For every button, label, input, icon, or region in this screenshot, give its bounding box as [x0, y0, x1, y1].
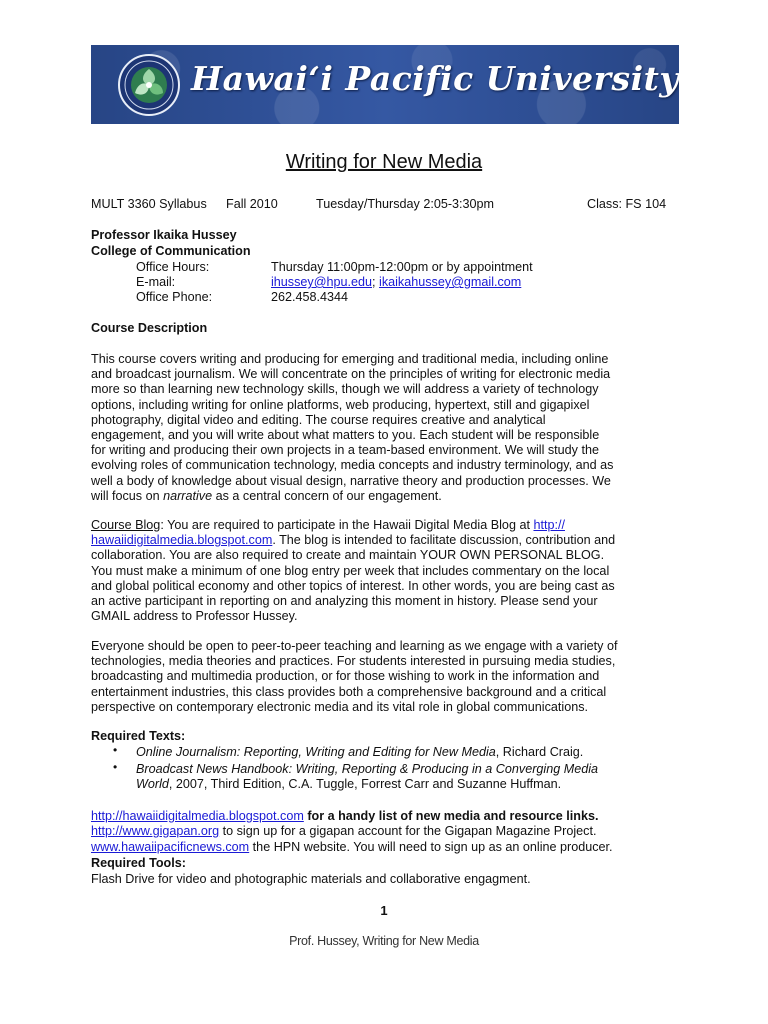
- required-text-item: Online Journalism: Reporting, Writing and Editing for New Media, Richard Craig.: [136, 745, 584, 759]
- paragraph-line: an active participant in reporting on and analyzing this moment in history. Please send your: [91, 594, 598, 609]
- university-name: Hawai‘i Pacific University: [191, 59, 679, 98]
- professor-name: Professor Ikaika Hussey: [91, 228, 237, 242]
- paragraph-line: Course Blog: You are required to participate in the Hawaii Digital Media Blog at http://: [91, 518, 565, 532]
- bullet-icon: •: [113, 743, 118, 757]
- page-footer: Prof. Hussey, Writing for New Media: [289, 934, 479, 948]
- university-banner: [91, 45, 679, 124]
- phone-label: Office Phone:: [136, 290, 213, 304]
- blog-link-part2[interactable]: hawaiidigitalmedia.blogspot.com: [91, 533, 273, 548]
- course-blog-label: Course Blog: [91, 518, 161, 532]
- course-code: MULT 3360 Syllabus: [91, 197, 207, 211]
- paragraph-line: broadcasting and multimedia production, or for those wishing to work in the information and: [91, 669, 600, 684]
- paragraph-line: options, including writing for online platforms, web producing, hypertext, still and gigapixel: [91, 397, 590, 412]
- paragraph-line: perspective on contemporary electronic media and its vital role in global communications.: [91, 699, 588, 714]
- paragraph-line: well a body of knowledge about visual design, narrative theory and production processes. We: [91, 473, 611, 488]
- resource-link-blog[interactable]: http://hawaiidigitalmedia.blogspot.com: [91, 809, 304, 823]
- college-name: College of Communication: [91, 244, 251, 258]
- bullet-icon: •: [113, 760, 118, 774]
- required-tools-heading: Required Tools:: [91, 856, 186, 870]
- resource-link-hpn[interactable]: www.hawaiipacificnews.com: [91, 840, 250, 854]
- paragraph-line: evolving roles of communication technology, media concepts and industry terminology, and as: [91, 458, 614, 473]
- paragraph-line: This course covers writing and producing for emerging and traditional media, including online: [91, 352, 609, 366]
- required-tools-text: Flash Drive for video and photographic materials and collaborative engagment.: [91, 872, 531, 886]
- paragraph-line: hawaiidigitalmedia.blogspot.com. The blog is intended to facilitate discussion, contribution and: [91, 533, 616, 548]
- document-title: Writing for New Media: [285, 151, 483, 173]
- paragraph-line: engagement, and you will write about what matters to you. Each student will be responsible: [91, 428, 600, 443]
- page-number: 1: [380, 903, 388, 918]
- email-separator: ;: [372, 275, 376, 289]
- paragraph-line: entertainment industries, this class provides both a comprehensive background and a critical: [91, 684, 607, 699]
- blog-link-part1[interactable]: http://: [533, 518, 565, 532]
- resource-link-line: www.hawaiipacificnews.com the HPN website. You will need to sign up as an online producer.: [91, 840, 613, 854]
- resource-link-gigapan[interactable]: http://www.gigapan.org: [91, 824, 220, 838]
- course-description-heading: Course Description: [91, 321, 208, 335]
- email-link-gmail[interactable]: ikaikahussey@gmail.com: [379, 275, 522, 289]
- email-link-hpu[interactable]: ihussey@hpu.edu: [271, 275, 373, 289]
- paragraph-line: collaboration. You are also required to create and maintain YOUR OWN PERSONAL BLOG.: [91, 548, 605, 563]
- paragraph-line: and broadcast journalism. We will concentrate on the principles of writing for electronic media: [91, 367, 611, 382]
- paragraph-line: technologies, media theories and practices. For students interested in pursuing media studies,: [91, 654, 616, 669]
- paragraph-line: and global political economy and other topics of interest. In other words, you are being cast as: [91, 578, 615, 593]
- resource-link-line: http://hawaiidigitalmedia.blogspot.com for a handy list of new media and resource links.: [91, 809, 599, 823]
- resource-link-line: http://www.gigapan.org to sign up for a gigapan account for the Gigapan Magazine Project.: [91, 824, 597, 838]
- email-label: E-mail:: [136, 275, 176, 289]
- peer-learning-paragraph: [91, 639, 691, 715]
- university-seal-icon: [117, 53, 181, 117]
- required-text-item-continued: World, 2007, Third Edition, C.A. Tuggle, Forrest Carr and Suzanne Huffman.: [136, 777, 562, 791]
- paragraph-line: for writing and producing their own projects in a team-based environment. We will study the: [91, 443, 599, 458]
- paragraph-line: GMAIL address to Professor Hussey.: [91, 609, 298, 624]
- required-texts-heading: Required Texts:: [91, 729, 186, 743]
- course-schedule: Tuesday/Thursday 2:05-3:30pm: [316, 197, 495, 211]
- email-values: [271, 275, 521, 290]
- course-description-body: [91, 352, 691, 504]
- class-room: Class: FS 104: [587, 197, 667, 211]
- office-hours-label: Office Hours:: [136, 260, 210, 274]
- phone-value: 262.458.4344: [271, 290, 349, 304]
- narrative-emphasis: narrative: [163, 488, 213, 503]
- paragraph-line: more so than learning new technology skills, though we will address a variety of technology: [91, 382, 599, 397]
- paragraph-line: photography, digital video and editing. The course requires creative and analytical: [91, 412, 546, 427]
- course-blog-paragraph: [91, 518, 691, 624]
- course-term: Fall 2010: [226, 197, 278, 211]
- paragraph-line: Everyone should be open to peer-to-peer teaching and learning as we engage with a variety of: [91, 639, 618, 653]
- office-hours-value: Thursday 11:00pm-12:00pm or by appointment: [271, 260, 533, 274]
- paragraph-line: will focus on narrative as a central concern of our engagement.: [91, 488, 442, 503]
- paragraph-line: You must make a minimum of one blog entry per week that includes commentary on the local: [91, 563, 610, 578]
- required-text-item: Broadcast News Handbook: Writing, Reporting & Producing in a Converging Media: [136, 762, 599, 776]
